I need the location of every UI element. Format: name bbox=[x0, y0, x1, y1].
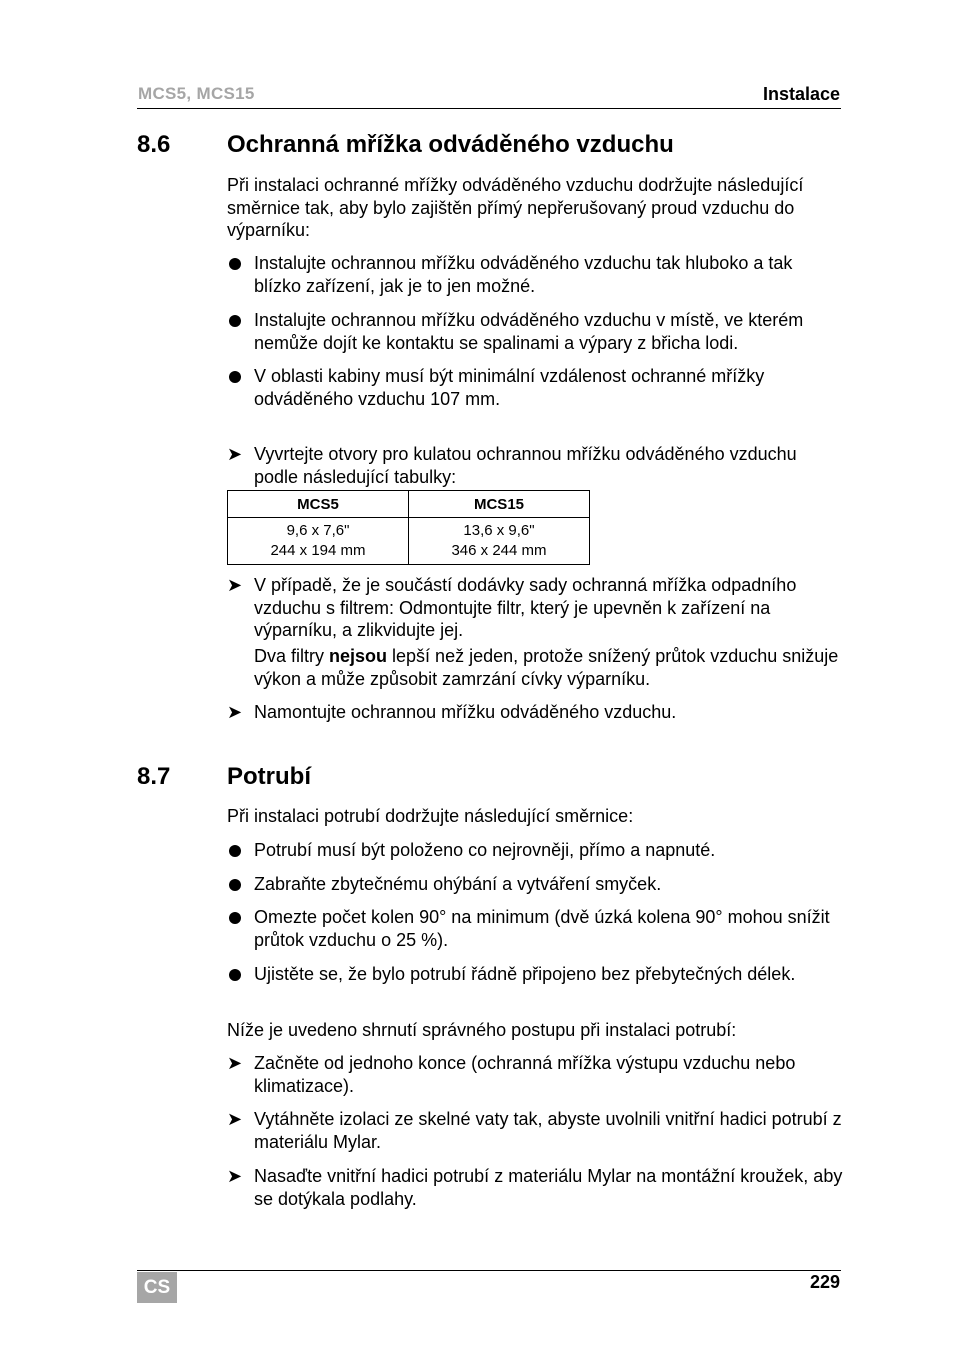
arrow-icon: ➤ bbox=[227, 1109, 243, 1129]
list-item bbox=[227, 873, 843, 896]
bullet-dot-icon bbox=[229, 879, 241, 891]
section-8-7-intro: Při instalaci potrubí dodržujte následující směrnice: bbox=[227, 806, 634, 826]
list-item bbox=[227, 963, 843, 986]
note-text-pre: Dva filtry bbox=[254, 646, 330, 666]
table-cell-mcs5 bbox=[228, 518, 409, 565]
page-number: 229 bbox=[809, 1272, 840, 1292]
cell-inches: 9,6 x 7,6" bbox=[286, 522, 350, 539]
footer-rule bbox=[137, 1270, 841, 1271]
step-text: Vyvrtejte otvory pro kulatou ochrannou mřížku odváděného vzduchu podle následující tabulky: bbox=[254, 444, 797, 487]
cell-mm: 346 x 244 mm bbox=[451, 542, 547, 559]
step-item bbox=[227, 701, 843, 724]
list-item bbox=[227, 252, 843, 297]
bullet-dot-icon bbox=[229, 912, 241, 924]
step-text: Vytáhněte izolaci ze skelné vaty tak, abyste uvolnili vnitřní hadici potrubí z materiálu Mylar. bbox=[254, 1109, 842, 1152]
list-item-text: Potrubí musí být položeno co nejrovněji, přímo a napnuté. bbox=[254, 840, 716, 860]
table-header-mcs5: MCS5 bbox=[228, 491, 409, 518]
list-item bbox=[227, 906, 843, 951]
list-item bbox=[227, 839, 843, 862]
arrow-icon: ➤ bbox=[227, 1166, 243, 1186]
arrow-icon: ➤ bbox=[227, 444, 243, 464]
section-8-6-number: 8.6 bbox=[137, 131, 171, 158]
language-badge: CS bbox=[137, 1272, 177, 1303]
table-header-mcs15: MCS15 bbox=[409, 491, 590, 518]
step-text: V případě, že je součástí dodávky sady ochranná mřížka odpadního vzduchu s filtrem: Odmontujte filtr, který je upevněn k zařízení na výparníku, a zlikvidujte jej. bbox=[254, 575, 797, 640]
step-item bbox=[227, 1052, 843, 1097]
list-item bbox=[227, 309, 843, 354]
bullet-dot-icon bbox=[229, 969, 241, 981]
header-rule bbox=[137, 108, 841, 109]
note-text bbox=[254, 645, 843, 690]
list-item-text: Ujistěte se, že bylo potrubí řádně připojeno bez přebytečných délek. bbox=[254, 964, 796, 984]
table-cell-mcs15 bbox=[409, 518, 590, 565]
table-row bbox=[228, 518, 590, 565]
arrow-icon: ➤ bbox=[227, 1053, 243, 1073]
list-item bbox=[227, 365, 843, 410]
section-8-7-title: Potrubí bbox=[227, 763, 311, 790]
list-item-text: Instalujte ochrannou mřížku odváděného vzduchu tak hluboko a tak blízko zařízení, jak je to jen možné. bbox=[254, 253, 793, 296]
step-item bbox=[227, 443, 843, 488]
section-8-7-number: 8.7 bbox=[137, 763, 171, 790]
step-item bbox=[227, 574, 843, 642]
section-8-6-title: Ochranná mřížka odváděného vzduchu bbox=[227, 131, 674, 158]
arrow-icon: ➤ bbox=[227, 702, 243, 722]
table-header-row bbox=[228, 491, 590, 518]
step-item bbox=[227, 1165, 843, 1210]
bullet-dot-icon bbox=[229, 258, 241, 270]
bullet-dot-icon bbox=[229, 315, 241, 327]
step-text: Namontujte ochrannou mřížku odváděného vzduchu. bbox=[254, 702, 677, 722]
bullet-dot-icon bbox=[229, 845, 241, 857]
note-paragraph bbox=[227, 645, 843, 690]
drill-dimensions-table bbox=[227, 490, 590, 565]
step-item bbox=[227, 1108, 843, 1153]
header-chapter: Instalace bbox=[762, 84, 840, 104]
bullet-dot-icon bbox=[229, 371, 241, 383]
arrow-icon: ➤ bbox=[227, 575, 243, 595]
step-text: Začněte od jednoho konce (ochranná mřížka výstupu vzduchu nebo klimatizace). bbox=[254, 1053, 796, 1096]
list-item-text: Instalujte ochrannou mřížku odváděného vzduchu v místě, ve kterém nemůže dojít ke kontaktu se spalinami a výpary z břicha lodi. bbox=[254, 310, 804, 353]
note-text-bold: nejsou bbox=[329, 646, 388, 666]
cell-mm: 244 x 194 mm bbox=[270, 542, 366, 559]
list-item-text: V oblasti kabiny musí být minimální vzdálenost ochranné mřížky odváděného vzduchu 107 mm. bbox=[254, 366, 765, 409]
section-8-6-intro: Při instalaci ochranné mřížky odváděného vzduchu dodržujte následující směrnice tak, aby bylo zajištěn přímý nepřerušovaný proud vzduchu do výparníku: bbox=[227, 175, 804, 240]
step-text: Nasaďte vnitřní hadici potrubí z materiálu Mylar na montážní kroužek, aby se dotýkala podlahy. bbox=[254, 1166, 843, 1209]
list-item-text: Zabraňte zbytečnému ohýbání a vytváření smyček. bbox=[254, 874, 662, 894]
header-model: MCS5, MCS15 bbox=[138, 84, 255, 103]
section-8-7-summary: Níže je uvedeno shrnutí správného postupu při instalaci potrubí: bbox=[227, 1020, 737, 1040]
cell-inches: 13,6 x 9,6" bbox=[463, 522, 535, 539]
list-item-text: Omezte počet kolen 90° na minimum (dvě úzká kolena 90° mohou snížit průtok vzduchu o 25 %). bbox=[254, 907, 830, 950]
note-text-post: lepší než jeden, protože snížený průtok vzduchu snižuje výkon a může způsobit zamrzání cívky výparníku. bbox=[254, 646, 839, 689]
